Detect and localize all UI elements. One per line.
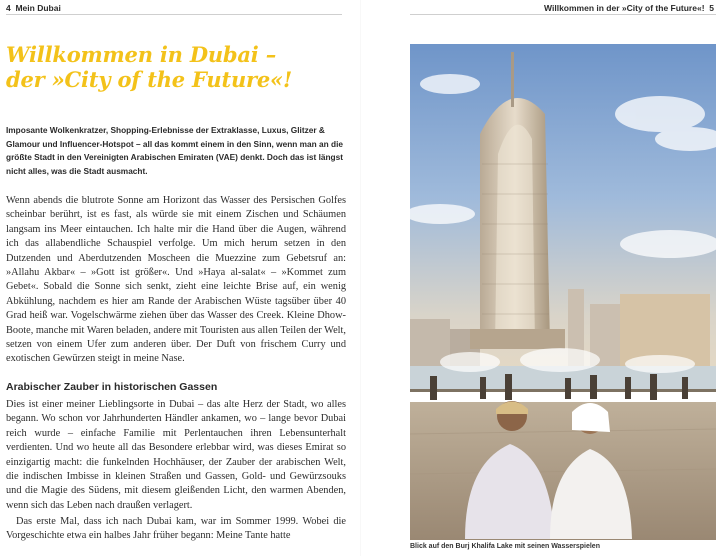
left-running-header xyxy=(6,3,61,13)
intro-paragraph: Imposante Wolkenkratzer, Shopping-Erlebnisse der Extraklasse, Luxus, Glitzer & Glamour und Influencer-Hotspot – all das kommt einem in den Sinn, wenn man an die größte Stadt in den Vereinigten Arabischen Emiraten (VAE) denkt. Doch das ist längst nicht alles, was die Stadt ausmacht. xyxy=(6,125,344,176)
right-header-rule xyxy=(410,14,716,15)
photo-illustration xyxy=(410,44,716,540)
chapter-title-line-2: der »City of the Future«! xyxy=(6,67,292,92)
dubai-photo xyxy=(410,44,716,540)
left-page-number: 4 xyxy=(6,3,11,13)
section-heading: Arabischer Zauber in historischen Gassen xyxy=(6,381,218,393)
left-header-title: Mein Dubai xyxy=(15,3,61,13)
photo-caption: Blick auf den Burj Khalifa Lake mit seinen Wasserspielen xyxy=(410,543,600,550)
body-paragraph-2: Dies ist einer meiner Lieblingsorte in Dubai – das alte Herz der Stadt, wo alles begann. Wo schon vor Jahrhunderten Händler ankamen, wo – lange bevor Dubai reich wurde – einfache Familie mit Perlentauchen ihren Lebensunterhalt verdienten. Und wo heute all das Besondere erlebbar wird, was dieses Emirat so einzigartig macht: die funkelnden Hochhäuser, der Zauber der arabischen Welt, die indischen Imbisse in kleinen Straßen und Gassen, Gold- und Gewürzsouks und die Magie des Südens, mit diesem gleißenden Licht, den warmen Abenden, wenn sich das Leben nach draußen verlagert. xyxy=(6,399,346,511)
chapter-title xyxy=(6,42,351,92)
right-header-title: Willkommen in der »City of the Future«! xyxy=(544,3,705,13)
left-header-rule xyxy=(6,14,342,15)
body-paragraph-3: Das erste Mal, dass ich nach Dubai kam, war im Sommer 1999. Wobei die Vorgeschichte etwa ein halbes Jahr früher begann: Meine Tante hatte xyxy=(6,516,346,542)
page-gutter xyxy=(360,0,361,556)
chapter-title-line-1: Willkommen in Dubai – xyxy=(6,42,276,67)
right-page-number: 5 xyxy=(709,3,714,13)
right-running-header xyxy=(544,3,714,13)
body-paragraph-1: Wenn abends die blutrote Sonne am Horizont das Wasser des Persischen Golfes scheinbar berührt, ist es fast, als würde sie mit einem Zischen und Schäumen langsam ins Meer eintauchen. Ich halte mir die Hand über die Augen, während ich das allabendliche Schauspiel verfolge. Um mich herum setzen in den Dutzenden und Aberdutzenden Moscheen die Muezzine zum Gebetsruf an: »Allahu Akbar« – »Gott ist größer«. Und »Haya al-salat« – »Kommet zum Gebet«. Sobald die Sonne sich senkt, zieht eine leichte Brise auf, ein wenig Abkühlung, nachdem es hier am Rande der Arabischen Wüste tagsüber über 40 Grad heiß war. Vogelschwärme ziehen über das Wasser des Creek. Kleine Dhow-Boote, manche mit Waren beladen, andere mit Touristen aus allen Teilen der Welt, setzen von einem Ufer zum anderen über. Der Duft von frischem Curry und exotischen Gewürzen steigt in meine Nase. xyxy=(6,195,346,365)
